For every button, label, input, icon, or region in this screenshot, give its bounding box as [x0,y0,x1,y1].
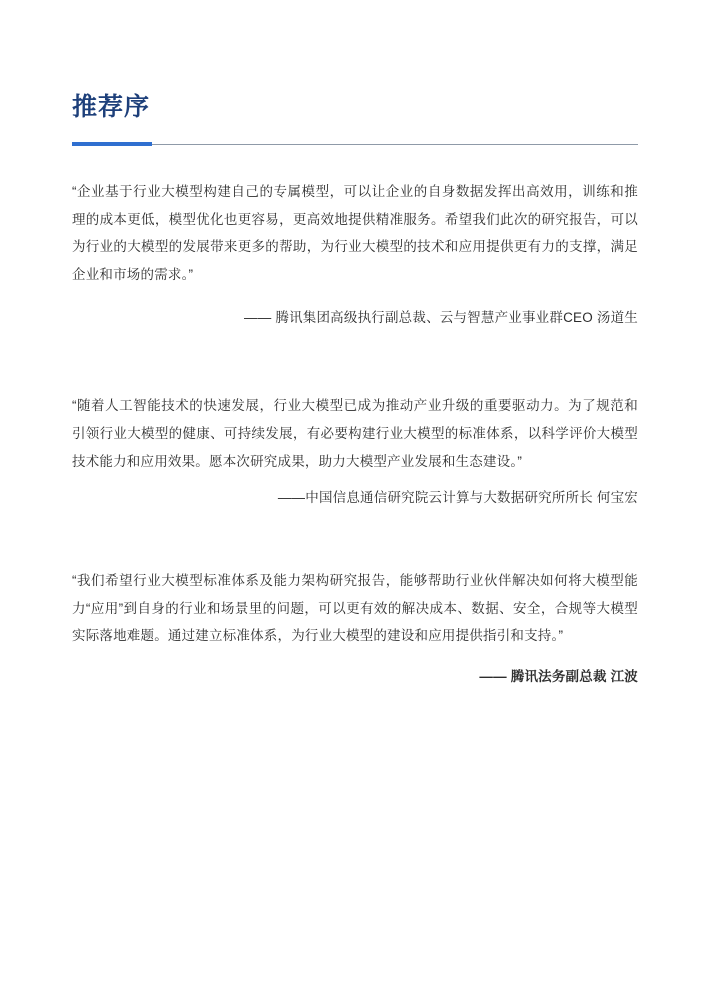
quote-text: “我们希望行业大模型标准体系及能力架构研究报告，能够帮助行业伙伴解决如何将大模型能力“应用”到自身的行业和场景里的问题，可以更有效的解决成本、数据、安全，合规等大模型实际落地难题。通过建立标准体系，为行业大模型的建设和应用提供指引和支持。” [72,572,638,644]
quote-attribution: —— 腾讯集团高级执行副总裁、云与智慧产业事业群CEO 汤道生 [244,309,638,325]
page-title: 推荐序 [72,93,151,121]
divider-line [72,144,638,145]
quote-attribution: —— 腾讯法务副总裁 江波 [479,669,638,684]
quote-text: “企业基于行业大模型构建自己的专属模型，可以让企业的自身数据发挥出高效用，训练和推理的成本更低，模型优化也更容易，更高效地提供精准服务。希望我们此次的研究报告，可以为行业的大模型的发展带来更多的帮助，为行业大模型的技术和应用提供更有力的支撑，满足企业和市场的需求。” [72,184,638,283]
quote-attribution: ——中国信息通信研究院云计算与大数据研究所所长 何宝宏 [277,490,638,506]
divider-accent [72,142,152,146]
quote-block [72,178,638,330]
title-divider [72,142,638,148]
quote-list [72,178,638,690]
quote-text: “随着人工智能技术的快速发展，行业大模型已成为推动产业升级的重要驱动力。为了规范和引领行业大模型的健康、可持续发展，有必要构建行业大模型的标准体系，以科学评价大模型技术能力和应用效果。愿本次研究成果，助力大模型产业发展和生态建设。” [72,398,638,469]
quote-block [72,392,638,511]
quote-block [72,567,638,690]
